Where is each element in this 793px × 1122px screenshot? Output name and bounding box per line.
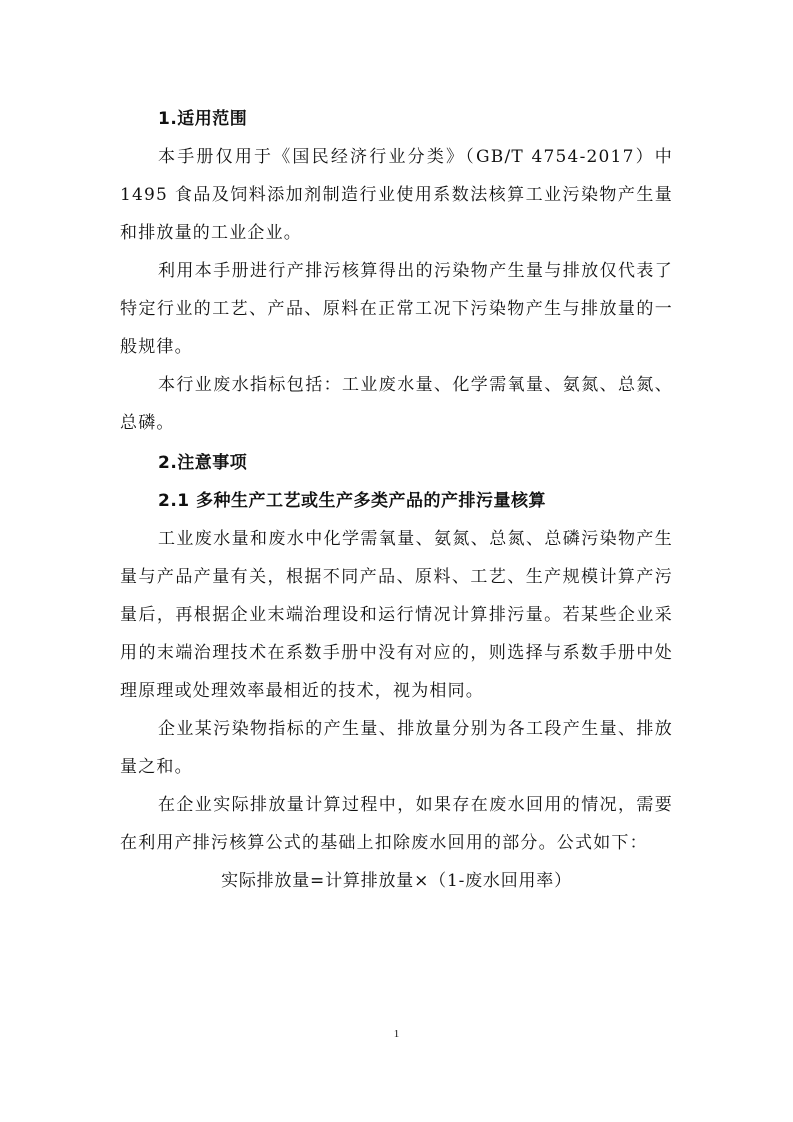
paragraph-scope-1: 本手册仅用于《国民经济行业分类》（GB/T 4754-2017）中 1495 食品及饲料添加剂制造行业使用系数法核算工业污染物产生量和排放量的工业企业。: [120, 147, 673, 243]
formula-actual-emission: 实际排放量=计算排放量×（1-废水回用率）: [221, 871, 572, 891]
paragraph-scope-2: 利用本手册进行产排污核算得出的污染物产生量与排放仅代表了特定行业的工艺、产品、原料在正常工况下污染物产生与排放量的一般规律。: [120, 261, 673, 357]
paragraph-scope-3: 本行业废水指标包括：工业废水量、化学需氧量、氨氮、总氮、总磷。: [120, 375, 673, 433]
paragraph-notes-3: 在企业实际排放量计算过程中，如果存在废水回用的情况，需要在利用产排污核算公式的基础上扣除废水回用的部分。公式如下：: [120, 795, 673, 853]
section-heading-notes: 2.注意事项: [158, 453, 248, 473]
subsection-heading-2-1: 2.1 多种生产工艺或生产多类产品的产排污量核算: [158, 491, 547, 511]
page-number: 1: [393, 1028, 400, 1040]
section-heading-scope: 1.适用范围: [158, 109, 248, 129]
document-page: [120, 100, 673, 900]
paragraph-notes-2: 企业某污染物指标的产生量、排放量分别为各工段产生量、排放量之和。: [120, 719, 673, 777]
paragraph-notes-1: 工业废水量和废水中化学需氧量、氨氮、总氮、总磷污染物产生量与产品产量有关，根据不同产品、原料、工艺、生产规模计算产污量后，再根据企业末端治理设和运行情况计算排污量。若某些企业采用的末端治理技术在系数手册中没有对应的，则选择与系数手册中处理原理或处理效率最相近的技术，视为相同。: [120, 529, 673, 701]
